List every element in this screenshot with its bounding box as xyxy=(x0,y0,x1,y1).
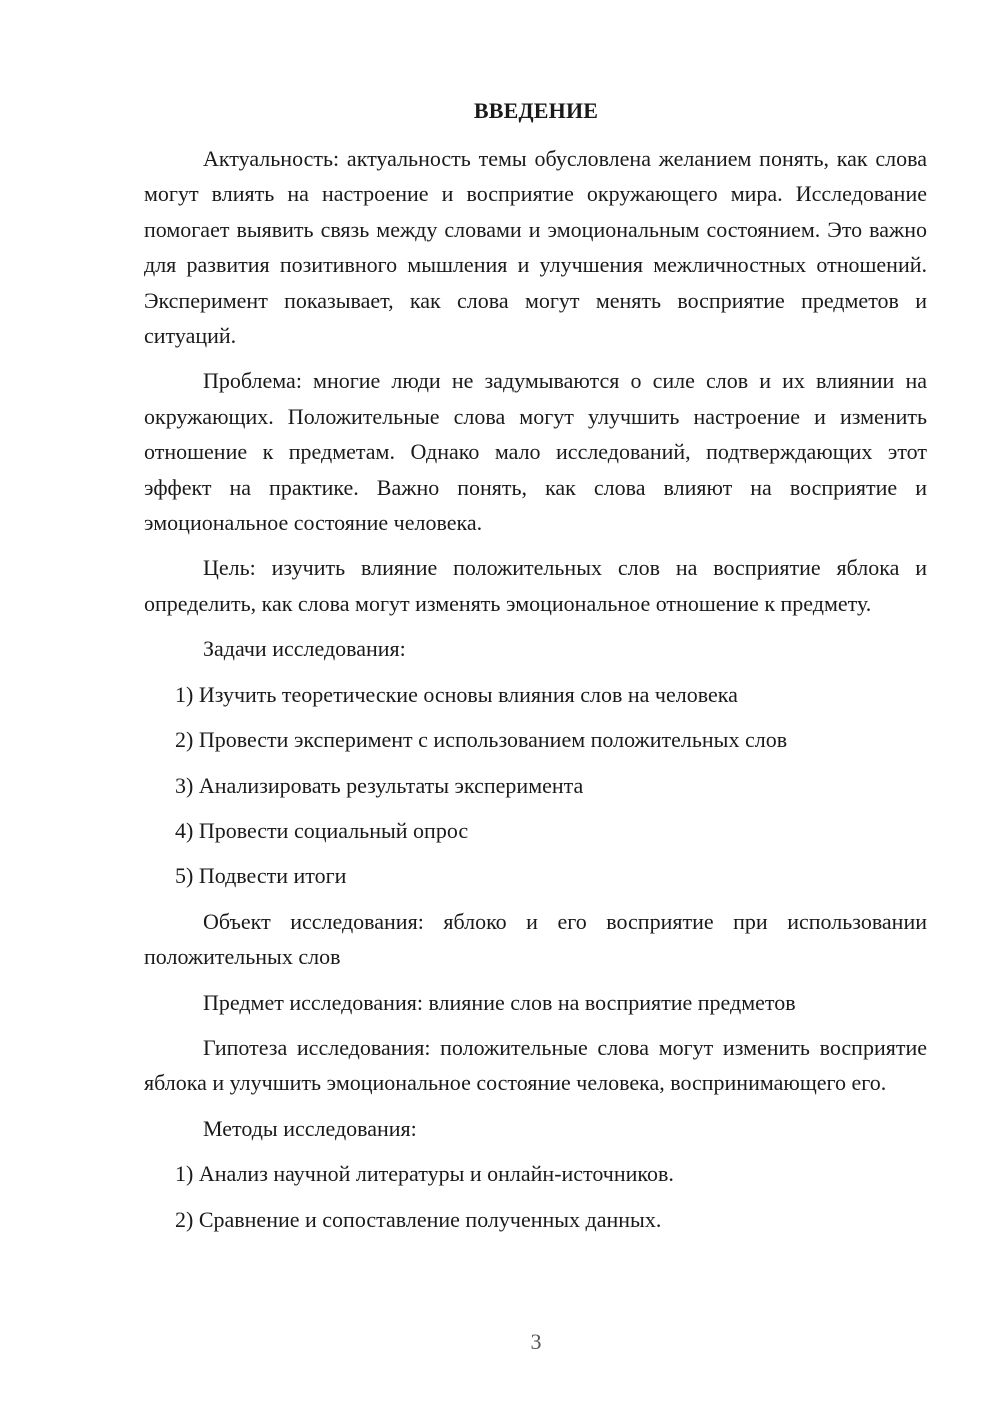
list-item: 5) Подвести итоги xyxy=(175,863,347,889)
list-item: 2) Провести эксперимент с использованием положительных слов xyxy=(175,727,788,753)
object-paragraph: Объект исследования: яблоко и его восприятие при использовании положительных слов xyxy=(144,908,927,970)
tasks-list xyxy=(144,677,927,894)
list-item: 3) Анализировать результаты эксперимента xyxy=(175,772,584,798)
problem-paragraph: Проблема: многие люди не задумываются о силе слов и их влиянии на окружающих. Положительные слова могут улучшить настроение и изменить отношение к предметам. Однако мало исследований, подтверждающих этот эффект на практике. Важно понять, как слова влияют на восприятие и эмоциональное состояние человека. xyxy=(144,368,927,536)
methods-list xyxy=(144,1156,927,1237)
tasks-heading: Задачи исследования: xyxy=(203,636,406,662)
hypothesis-paragraph: Гипотеза исследования: положительные слова могут изменить восприятие яблока и улучшить эмоциональное состояние человека, воспринимающего его. xyxy=(144,1034,927,1096)
methods-heading: Методы исследования: xyxy=(203,1115,417,1141)
page-number: 3 xyxy=(530,1329,542,1354)
relevance-paragraph: Актуальность: актуальность темы обусловлена желанием понять, как слова могут влиять на настроение и восприятие окружающего мира. Исследование помогает выявить связь между словами и эмоциональным состоянием. Это важно для развития позитивного мышления и улучшения межличностных отношений. Эксперимент показывает, как слова могут менять восприятие предметов и ситуаций. xyxy=(144,146,927,349)
list-item: 2) Сравнение и сопоставление полученных данных. xyxy=(175,1206,662,1232)
page-title: ВВЕДЕНИЕ xyxy=(473,98,599,123)
list-item: 4) Провести социальный опрос xyxy=(175,817,469,843)
subject-paragraph: Предмет исследования: влияние слов на восприятие предметов xyxy=(203,989,796,1015)
document-body xyxy=(144,141,927,1247)
list-item: 1) Изучить теоретические основы влияния слов на человека xyxy=(175,681,738,707)
goal-paragraph: Цель: изучить влияние положительных слов на восприятие яблока и определить, как слова могут изменять эмоциональное отношение к предмету. xyxy=(144,555,927,616)
list-item: 1) Анализ научной литературы и онлайн-источников. xyxy=(175,1161,674,1187)
